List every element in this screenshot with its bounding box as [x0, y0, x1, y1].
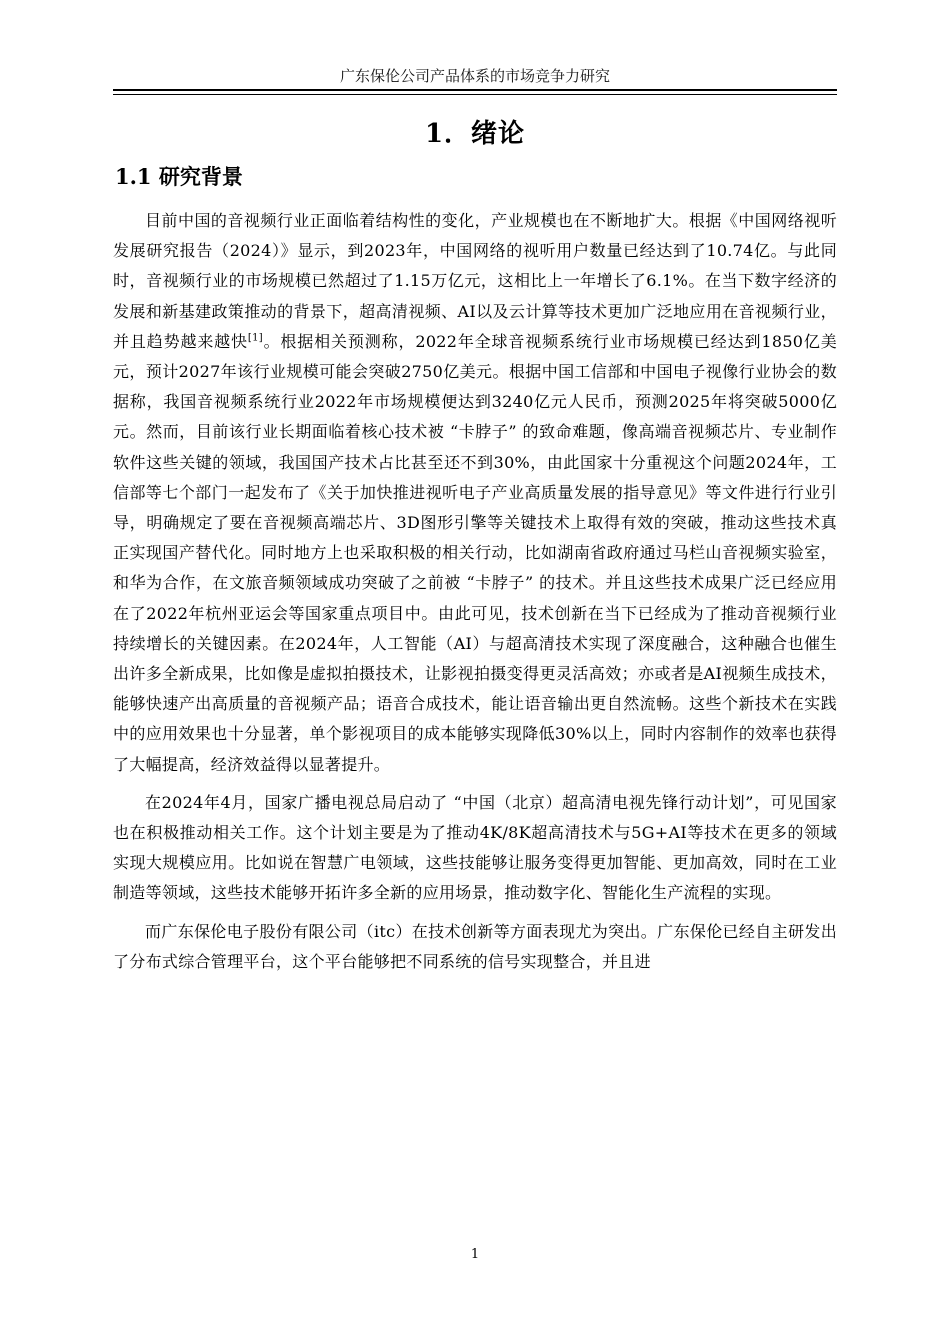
citation-reference[interactable]: [1] — [247, 332, 263, 344]
chapter-title: 1．绪论 — [424, 119, 526, 149]
header-rule-thin — [113, 94, 837, 95]
paragraph-1-text-after: 。根据相关预测称，2022年全球音视频系统行业市场规模已经达到1850亿美元，预计2027年该行业规模可能会突破2750亿美元。根据中国工信部和中国电子视像行业协会的数据称，我国音视频系统行业2022年市场规模便达到3240亿元人民币，预测2025年将突破5000亿元。然而，目前该行业长期面临着核心技术被 “卡脖子” 的致命难题，像高端音视频芯片、专业制作软件这些关键的领域，我国国产技术占比甚至还不到30%，由此国家十分重视这个问题2024年，工信部等七个部门一起发布了《关于加快推进视听电子产业高质量发展的指导意见》等文件进行行业引导，明确规定了要在音视频高端芯片、3D图形引擎等关键技术上取得有效的突破，推动这些技术真正实现国产替代化。同时地方上也采取积极的相关行动，比如湖南省政府通过马栏山音视频实验室，和华为合作，在文旅音频领域成功突破了之前被 “卡脖子” 的技术。并且这些技术成果广泛已经应用在了2022年杭州亚运会等国家重点项目中。由此可见，技术创新在当下已经成为了推动音视频行业持续增长的关键因素。在2024年，人工智能（AI）与超高清技术实现了深度融合，这种融合也催生出许多全新成果，比如像是虚拟拍摄技术，让影视拍摄变得更灵活高效；亦或者是AI视频生成技术，能够快速产出高质量的音视频产品；语音合成技术，能让语音输出更自然流畅。这些个新技术在实践中的应用效果也十分显著，单个影视项目的成本能够实现降低30%以上，同时内容制作的效率也获得了大幅提高，经济效益得以显著提升。 — [113, 331, 838, 774]
paragraph-2: 在2024年4月，国家广播电视总局启动了 “中国（北京）超高清电视先锋行动计划”，可见国家也在积极推动相关工作。这个计划主要是为了推动4K/8K超高清技术与5G+AI等技术在更多的领域实现大规模应用。比如说在智慧广电领域，这些技能够让服务变得更加智能、更加高效，同时在工业制造等领域，这些技术能够开拓许多全新的应用场景，推动数字化、智能化生产流程的实现。 — [113, 792, 837, 903]
paragraph-1-text-before: 目前中国的音视频行业正面临着结构性的变化，产业规模也在不断地扩大。根据《中国网络视听发展研究报告（2024）》显示，到2023年，中国网络的视听用户数量已经达到了10.74亿。与此同时，音视频行业的市场规模已然超过了1.15万亿元，这相比上一年增长了6.1%。在当下数字经济的发展和新基建政策推动的背景下，超高清视频、AI以及云计算等技术更加广泛地应用在音视频行业，并且趋势越来越快 — [113, 211, 837, 351]
paragraph-3: 而广东保伦电子股份有限公司（itc）在技术创新等方面表现尤为突出。广东保伦已经自主研发出了分布式综合管理平台，这个平台能够把不同系统的信号实现整合，并且进 — [113, 921, 837, 971]
header-rule-thick — [113, 89, 837, 91]
paragraph-1 — [113, 206, 837, 780]
body-text — [113, 206, 837, 985]
page-number: 1 — [470, 1247, 480, 1262]
running-header: 广东保伦公司产品体系的市场竞争力研究 — [339, 67, 610, 85]
section-title: 1.1 研究背景 — [115, 164, 243, 189]
